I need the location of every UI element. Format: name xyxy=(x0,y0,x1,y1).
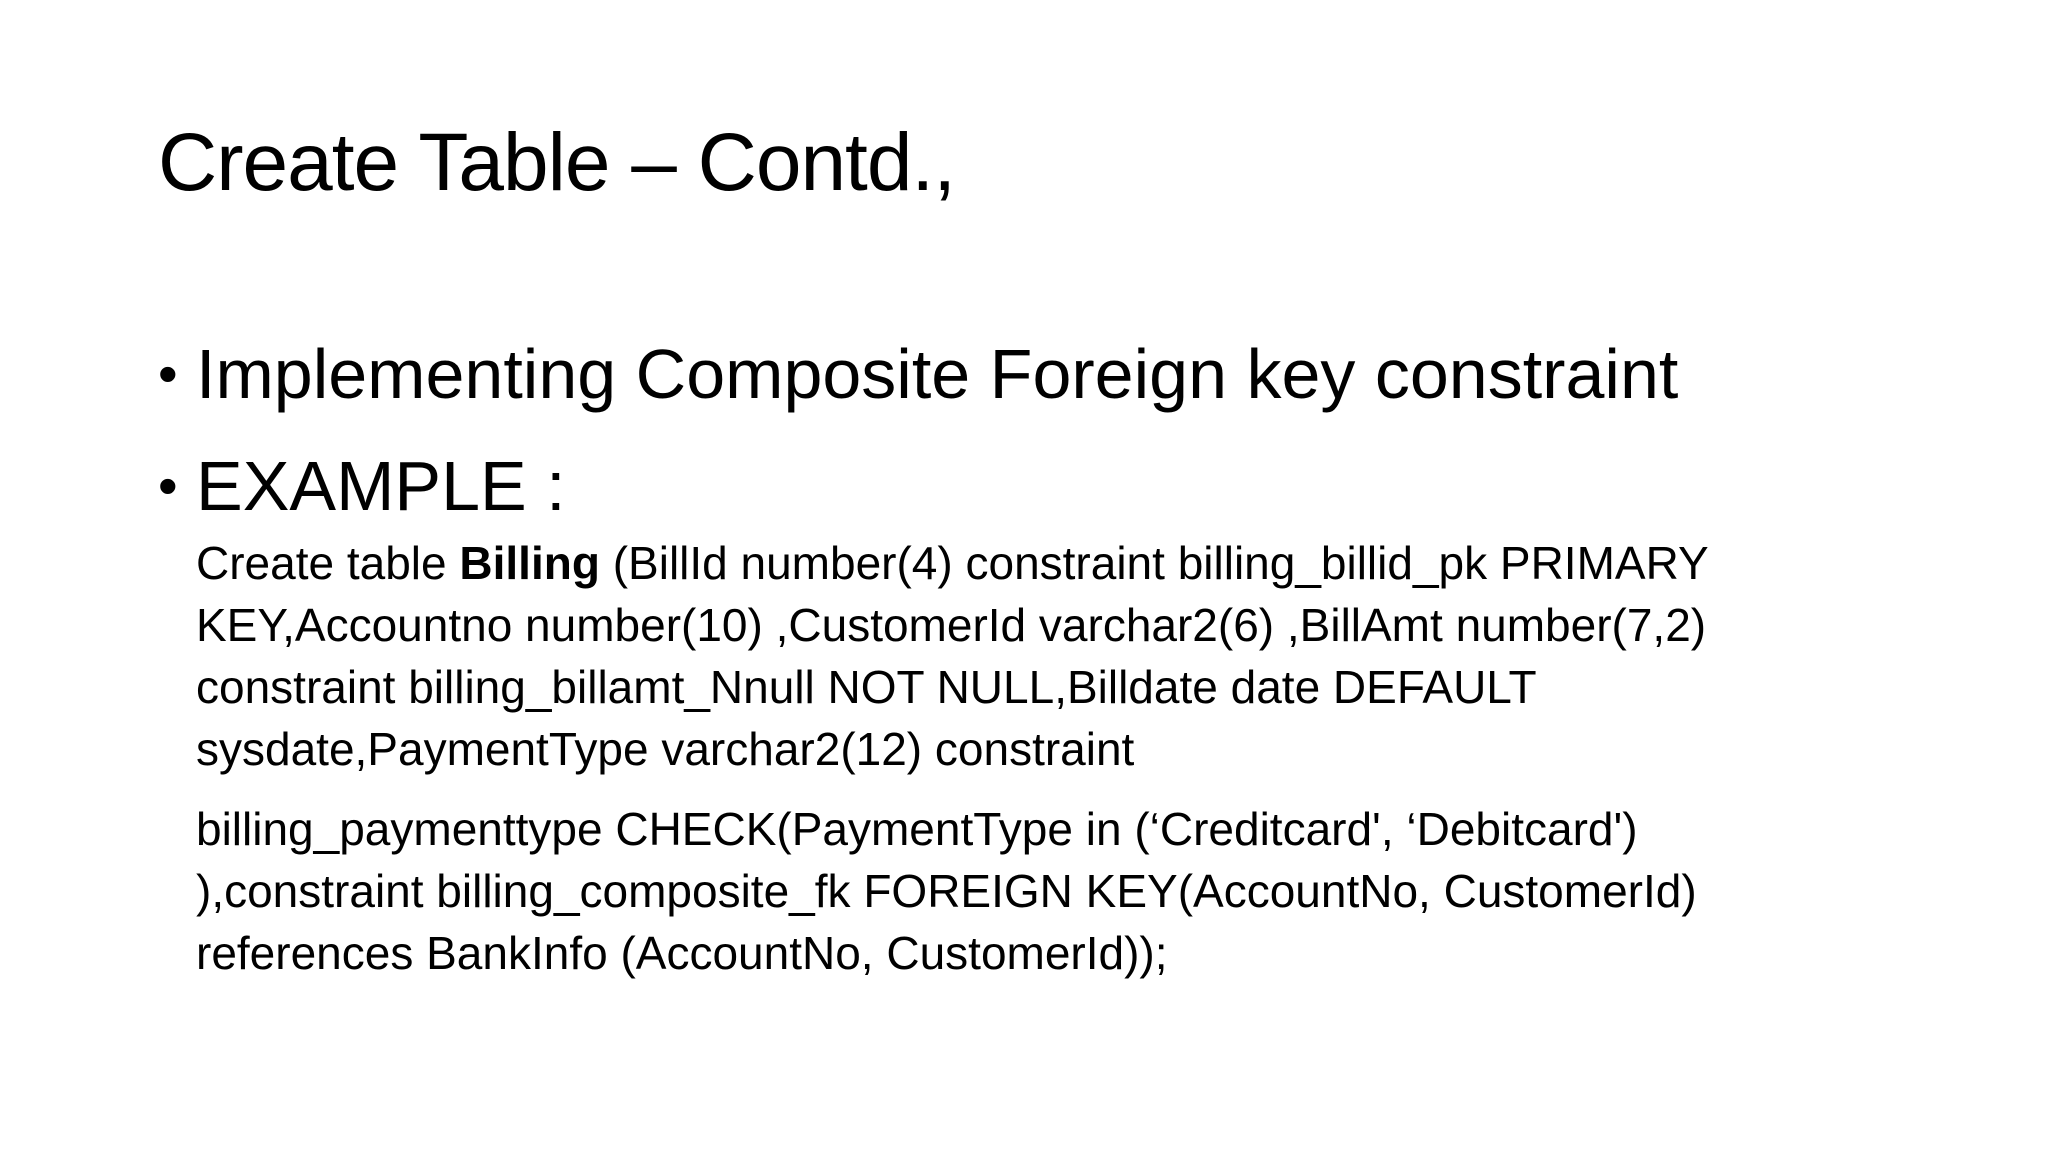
bullet-item-example xyxy=(158,430,1958,542)
bullet-list xyxy=(158,318,1958,542)
sql-line xyxy=(196,532,1916,594)
sql-line: billing_paymenttype CHECK(PaymentType in (‘Creditcard', ‘Debitcard') xyxy=(196,803,1638,855)
sql-text: (BillId number(4) constraint billing_billid_pk PRIMARY xyxy=(599,537,1709,589)
sql-line: ),constraint billing_composite_fk FOREIGN KEY(AccountNo, CustomerId) xyxy=(196,865,1697,917)
bullet-item-composite-fk xyxy=(158,318,1958,430)
bullet-label: EXAMPLE : xyxy=(196,447,566,525)
sql-line: constraint billing_billamt_Nnull NOT NULL,Billdate date DEFAULT xyxy=(196,661,1537,713)
bullet-dot-icon: • xyxy=(158,342,178,405)
sql-example xyxy=(196,532,1916,984)
sql-text: Create table xyxy=(196,537,460,589)
sql-line: references BankInfo (AccountNo, CustomerId)); xyxy=(196,927,1168,979)
bullet-label: Implementing Composite Foreign key constraint xyxy=(196,335,1679,413)
sql-line: KEY,Accountno number(10) ,CustomerId varchar2(6) ,BillAmt number(7,2) xyxy=(196,599,1707,651)
paragraph-spacer xyxy=(196,780,1916,798)
table-name-billing: Billing xyxy=(459,537,600,589)
sql-line: sysdate,PaymentType varchar2(12) constraint xyxy=(196,723,1135,775)
slide-title: Create Table – Contd., xyxy=(158,117,955,208)
bullet-dot-icon: • xyxy=(158,454,178,517)
